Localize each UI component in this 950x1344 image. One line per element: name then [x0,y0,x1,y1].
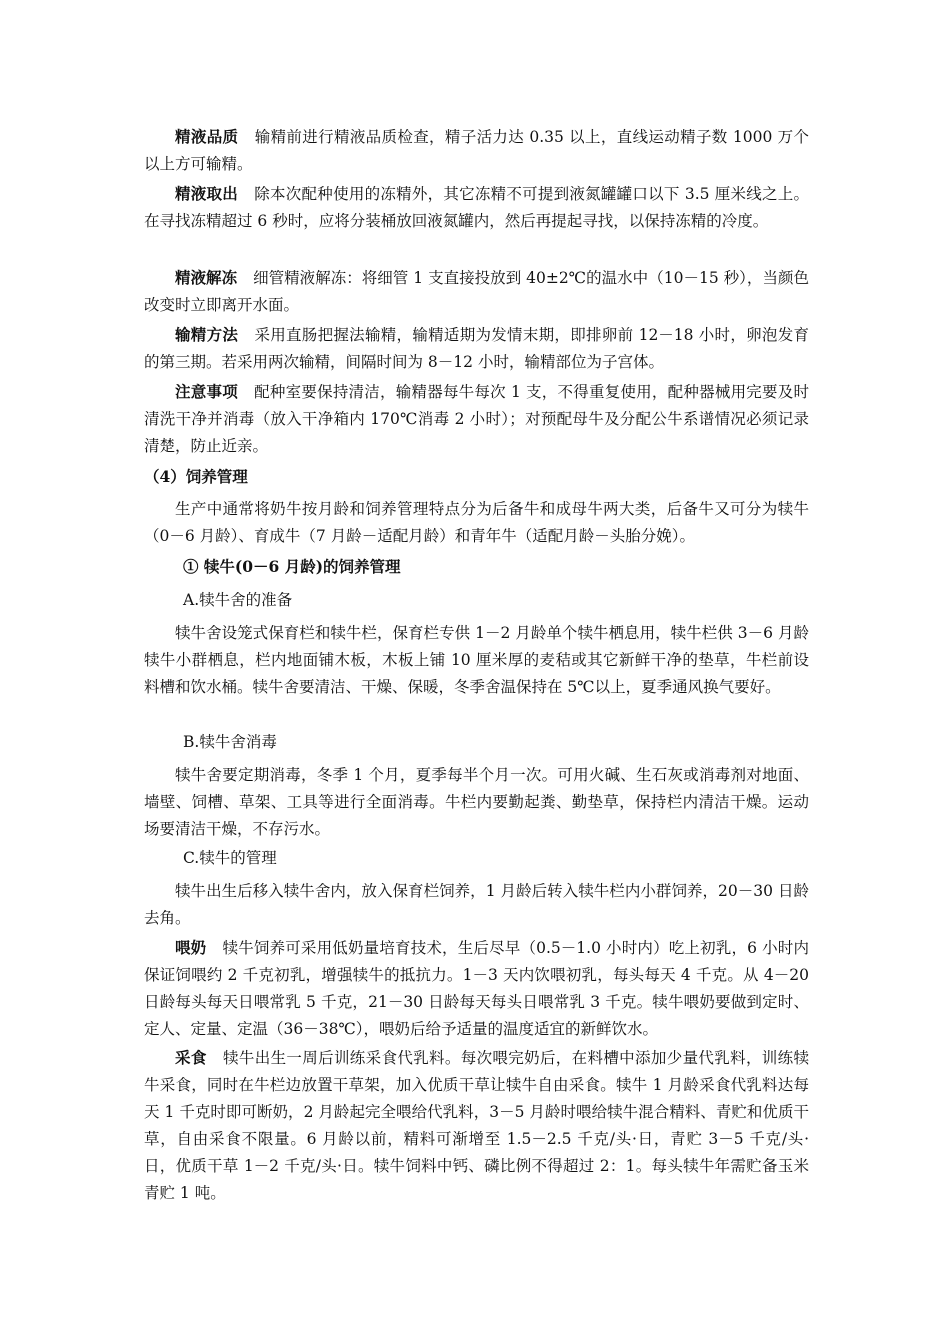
term-label: 精液解冻 [175,268,238,287]
term-label: 喂奶 [175,938,207,957]
paragraph-intro [144,496,809,550]
paragraph-text: 输精前进行精液品质检查，精子活力达 0.35 以上，直线运动精子数 1000 万个以上方可输精。 [144,128,809,173]
paragraph-insemination-method [144,321,809,376]
paragraph-calf-barn [144,620,809,701]
paragraph-text: 犊牛出生一周后训练采食代乳料。每次喂完奶后，在料槽中添加少量代乳料，训练犊牛采食，同时在牛栏边放置干草架，加入优质干草让犊牛自由采食。犊牛 1 月龄采食代乳料达每天 1 千克时即可断奶，2 月龄起完全喂给代乳料，3－5 月龄时喂给犊牛混合精料、青贮和优质干草，自由采食不限量。6 月龄以前，精料可渐增至 1.5－2.5 千克/头·日，青贮 3－5 千克/头·日，优质干草 1－2 千克/头·日。犊牛饲料中钙、磷比例不得超过 2：1。每头犊牛年需贮备玉米青贮 1 吨。 [144,1049,809,1202]
paragraph-text: 犊牛舍设笼式保育栏和犊牛栏，保育栏专供 1－2 月龄单个犊牛栖息用，犊牛栏供 3－6 月龄犊牛小群栖息，栏内地面铺木板，木板上铺 10 厘米厚的麦秸或其它新鲜干净的垫草，牛栏前设料槽和饮水桶。犊牛舍要清洁、干燥、保暖，冬季舍温保持在 5℃以上，夏季通风换气要好。 [144,624,809,696]
paragraph-disinfection [144,762,809,843]
paragraph-semen-thawing [144,264,809,319]
subsection-c-title: C.犊牛的管理 [183,849,277,867]
paragraph-text: 采用直肠把握法输精，输精适期为发情末期，即排卵前 12－18 小时，卵泡发育的第三期。若采用两次输精，间隔时间为 8－12 小时，输精部位为子宫体。 [144,326,809,371]
paragraph-feed-intake [144,1044,809,1207]
paragraph-precautions [144,378,809,460]
paragraph-text: 细管精液解冻：将细管 1 支直接投放到 40±2℃的温水中（10－15 秒），当颜色改变时立即离开水面。 [144,269,809,314]
paragraph-calf-management [144,878,809,932]
subsection-heading: ① 犊牛(0－6 月龄)的饲养管理 [183,557,401,576]
section-heading: （4）饲养管理 [144,467,248,486]
paragraph-milk-feeding [144,934,809,1043]
paragraph-text: 犊牛出生后移入犊牛舍内，放入保育栏饲养，1 月龄后转入犊牛栏内小群饲养，20－30 日龄去角。 [144,882,809,927]
paragraph-text: 犊牛饲养可采用低奶量培育技术，生后尽早（0.5－1.0 小时内）吃上初乳，6 小时内保证饲喂约 2 千克初乳，增强犊牛的抵抗力。1－3 天内饮喂初乳，每头每天 4 千克。从 4－20 日龄每头每天日喂常乳 5 千克，21－30 日龄每天每头日喂常乳 3 千克。犊牛喂奶要做到定时、定人、定量、定温（36－38℃），喂奶后给予适量的温度适宜的新鲜饮水。 [144,939,809,1038]
paragraph-text: 犊牛舍要定期消毒，冬季 1 个月，夏季每半个月一次。可用火碱、生石灰或消毒剂对地面、墙壁、饲槽、草架、工具等进行全面消毒。牛栏内要勤起粪、勤垫草，保持栏内清洁干燥。运动场要清洁干燥，不存污水。 [144,766,809,838]
term-label: 输精方法 [175,325,239,344]
term-label: 精液品质 [175,127,239,146]
paragraph-text: 配种室要保持清洁，输精器每牛每次 1 支，不得重复使用，配种器械用完要及时清洗干净并消毒（放入干净箱内 170℃消毒 2 小时）；对预配母牛及分配公牛系谱情况必须记录清楚，防止近亲。 [144,383,809,455]
term-label: 精液取出 [175,184,239,203]
paragraph-text: 生产中通常将奶牛按月龄和饲养管理特点分为后备牛和成母牛两大类，后备牛又可分为犊牛（0－6 月龄）、育成牛（7 月龄－适配月龄）和青年牛（适配月龄－头胎分娩）。 [144,500,809,545]
subsection-b-title: B.犊牛舍消毒 [183,733,277,751]
paragraph-semen-quality [144,123,809,178]
term-label: 注意事项 [175,382,238,401]
term-label: 采食 [175,1048,207,1067]
paragraph-semen-removal [144,180,809,235]
subsection-a-title: A.犊牛舍的准备 [183,591,293,609]
paragraph-text: 除本次配种使用的冻精外，其它冻精不可提到液氮罐罐口以下 3.5 厘米线之上。在寻找冻精超过 6 秒时，应将分装桶放回液氮罐内，然后再提起寻找，以保持冻精的冷度。 [144,185,809,230]
